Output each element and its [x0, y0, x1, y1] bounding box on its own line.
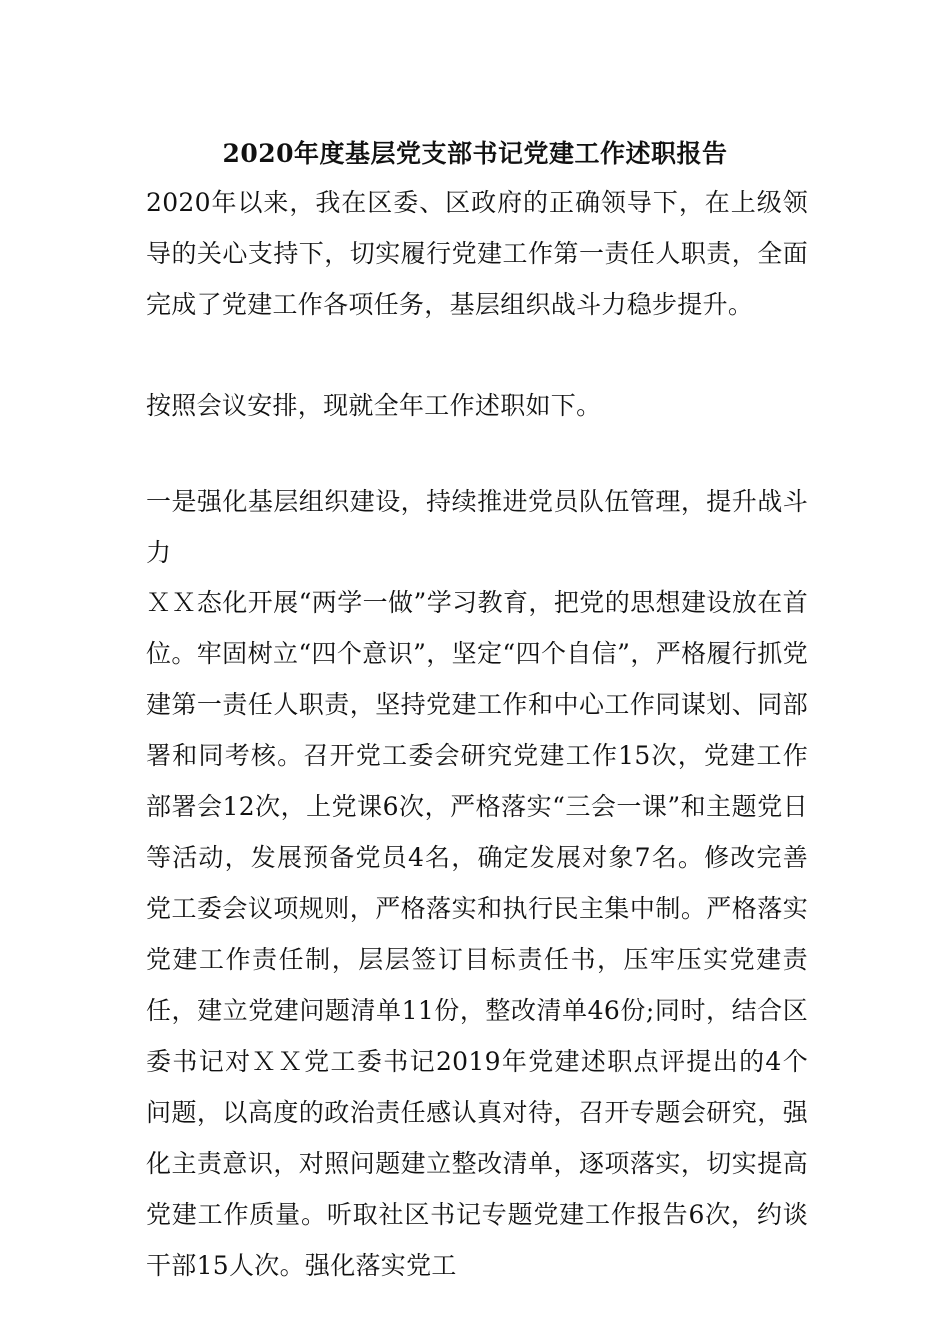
paragraph-body: ＸＸ态化开展“两学一做”学习教育，把党的思想建设放在首位。牢固树立“四个意识”，坚定“四个自信”，严格履行抓党建第一责任人职责，坚持党建工作和中心工作同谋划、同部署和同考核。召开党工委会研究党建工作15次，党建工作部署会12次，上党课6次，严格落实“三会一课”和主题党日等活动，发展预备党员4名，确定发展对象7名。修改完善党工委会议项规则，严格落实和执行民主集中制。严格落实党建工作责任制，层层签订目标责任书，压牢压实党建责任，建立党建问题清单11份，整改清单46份;同时，结合区委书记对ＸＸ党工委书记2019年党建述职点评提出的4个问题，以高度的政治责任感认真对待，召开专题会研究，强化主责意识，对照问题建立整改清单，逐项落实，切实提高党建工作质量。听取社区书记专题党建工作报告6次，约谈干部15人次。强化落实党工 — [146, 588, 808, 1280]
paragraph-arrangement: 按照会议安排，现就全年工作述职如下。 — [146, 391, 602, 420]
paragraph-intro: 2020年以来，我在区委、区政府的正确领导下，在上级领导的关心支持下，切实履行党建工作第一责任人职责，全面完成了党建工作各项任务，基层组织战斗力稳步提升。 — [146, 188, 808, 319]
document-title: 2020年度基层党支部书记党建工作述职报告 — [222, 139, 728, 168]
paragraph-section-heading: 一是强化基层组织建设，持续推进党员队伍管理，提升战斗力 — [146, 487, 808, 567]
